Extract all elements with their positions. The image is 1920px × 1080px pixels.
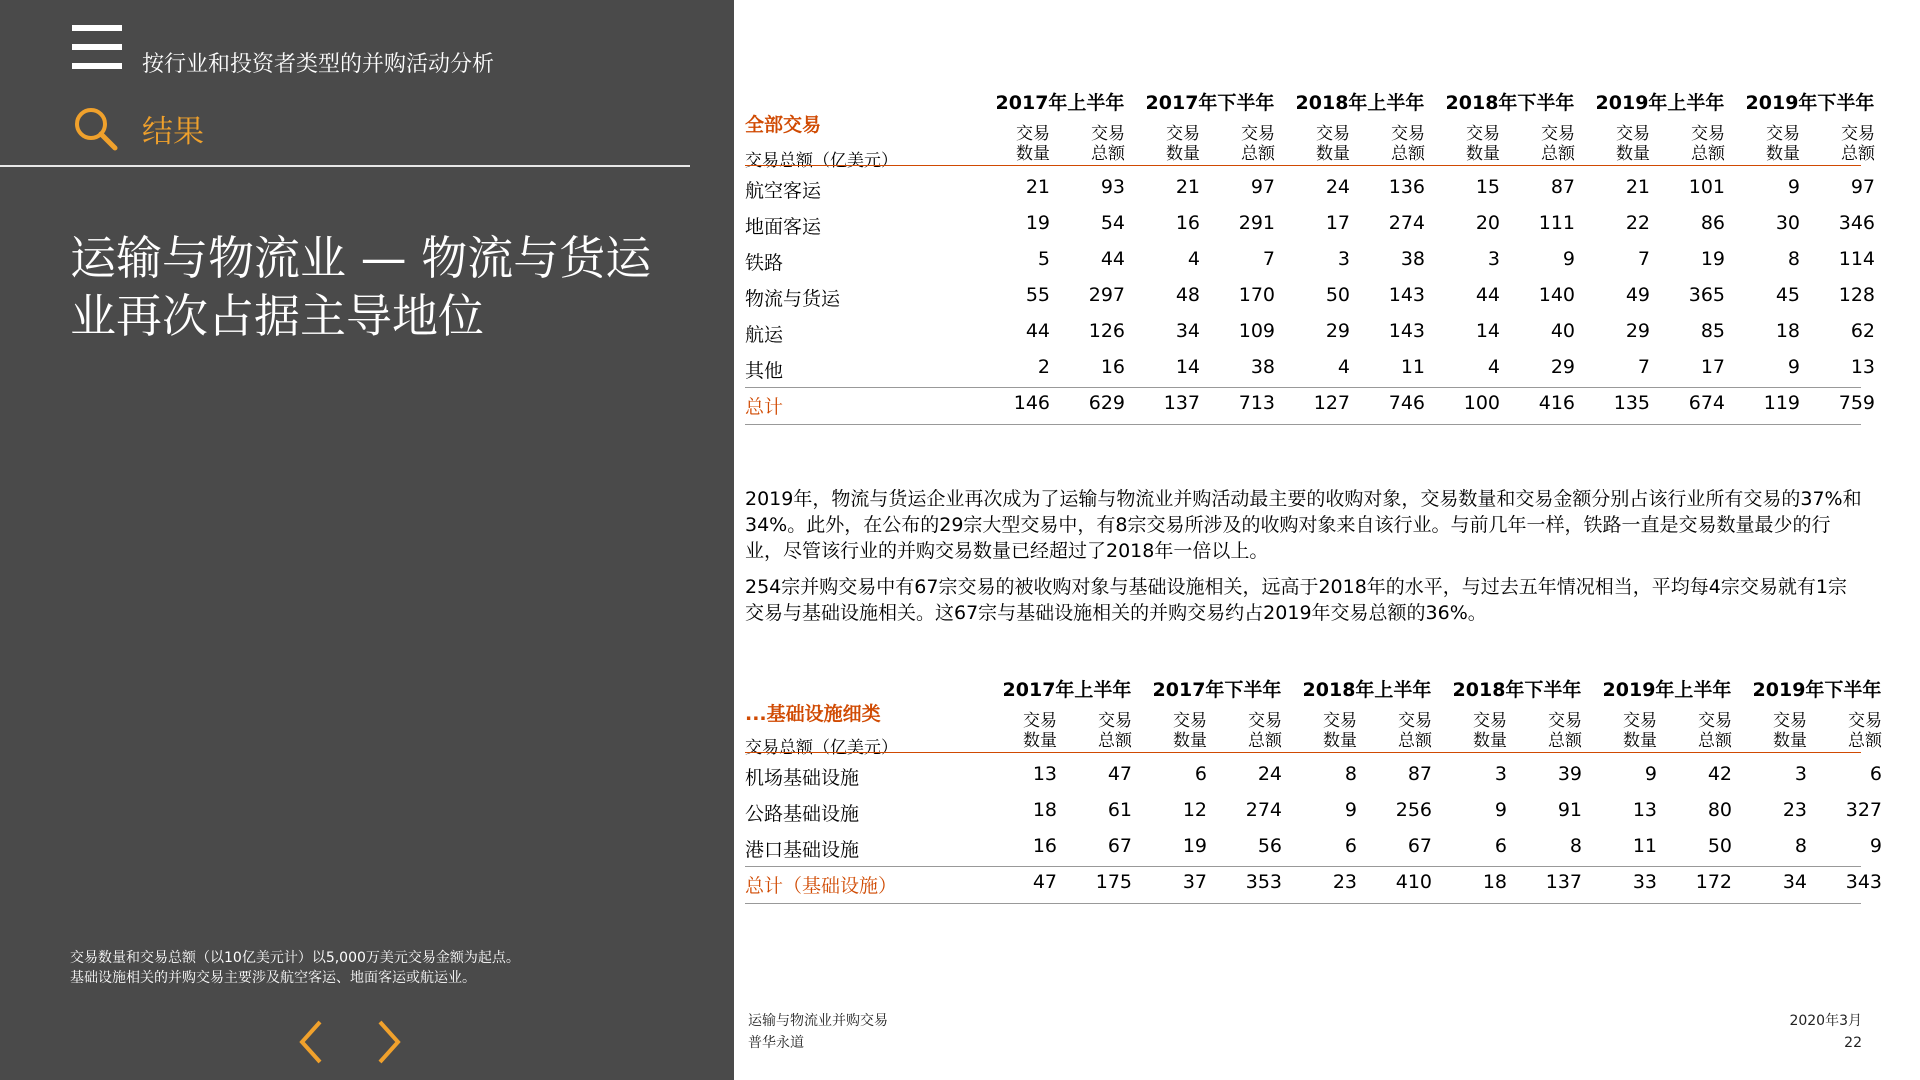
sub-header-line: 总额 — [1691, 144, 1725, 164]
period-header: 2017年上半年 — [1002, 679, 1132, 701]
deal-value-cell: 11 — [1400, 356, 1425, 378]
deal-count-header — [997, 711, 1057, 751]
deal-value-cell: 19 — [1700, 248, 1725, 270]
previous-page-icon[interactable] — [296, 1018, 326, 1066]
deal-count-cell: 8 — [1344, 763, 1357, 785]
deal-count-header — [1597, 711, 1657, 751]
deal-count-cell: 34 — [1175, 320, 1200, 342]
row-label: 公路基础设施 — [745, 803, 860, 825]
sub-header-line: 数量 — [1023, 731, 1057, 751]
period-header: 2019年上半年 — [1602, 679, 1732, 701]
table-row — [745, 763, 1882, 797]
row-label: 航空客运 — [745, 180, 822, 202]
report-name: 运输与物流业并购交易 — [748, 1013, 888, 1029]
page-title-line: 业再次占据主导地位 — [70, 289, 484, 343]
total-count-cell: 34 — [1782, 871, 1807, 893]
row-label: 港口基础设施 — [745, 839, 860, 861]
menu-icon[interactable] — [72, 25, 122, 69]
deal-value-cell: 62 — [1850, 320, 1875, 342]
deal-count-cell: 44 — [1025, 320, 1050, 342]
deal-count-cell: 14 — [1475, 320, 1500, 342]
deal-value-header — [1365, 124, 1425, 164]
table-row — [745, 176, 1875, 210]
deal-count-cell: 7 — [1637, 248, 1650, 270]
period-header: 2019年下半年 — [1752, 679, 1882, 701]
deal-value-cell: 17 — [1700, 356, 1725, 378]
deal-value-cell: 44 — [1100, 248, 1125, 270]
sub-header-line: 交易 — [1698, 711, 1732, 731]
sub-header-line: 数量 — [1766, 144, 1800, 164]
period-header: 2018年下半年 — [1445, 92, 1575, 114]
table-row — [745, 835, 1882, 869]
deal-value-cell: 297 — [1088, 284, 1125, 306]
deal-value-cell: 67 — [1107, 835, 1132, 857]
paragraph: 2019年，物流与货运企业再次成为了运输与物流业并购活动最主要的收购对象，交易数量和交易金额分别占该行业所有交易的37%和34%。此外，在公布的29宗大型交易中，有8宗交易所涉及的收购对象来自该行业。与前几年一样，铁路一直是交易数量最少的行业，尽管该行业的并购交易数量已经超过了2018年一倍以上。 — [745, 488, 1862, 562]
total-count-cell: 127 — [1313, 392, 1350, 414]
deal-value-cell: 40 — [1550, 320, 1575, 342]
period-header: 2018年上半年 — [1295, 92, 1425, 114]
table-row — [745, 212, 1875, 246]
sub-header-line: 数量 — [1616, 144, 1650, 164]
total-value-cell: 416 — [1538, 392, 1575, 414]
deal-count-cell: 9 — [1344, 799, 1357, 821]
deal-count-cell: 13 — [1632, 799, 1657, 821]
deal-value-cell: 16 — [1100, 356, 1125, 378]
sub-header-line: 交易 — [1241, 124, 1275, 144]
sub-header-line: 总额 — [1541, 144, 1575, 164]
deal-value-cell: 47 — [1107, 763, 1132, 785]
table-row — [745, 320, 1875, 354]
deal-count-cell: 6 — [1194, 763, 1207, 785]
result-label: 结果 — [142, 114, 204, 150]
deal-value-header — [1672, 711, 1732, 751]
period-header: 2017年下半年 — [1145, 92, 1275, 114]
table-unit-label: 交易总额（亿美元） — [745, 151, 898, 171]
sub-header-line: 总额 — [1698, 731, 1732, 751]
deal-value-cell: 140 — [1538, 284, 1575, 306]
deal-count-cell: 19 — [1025, 212, 1050, 234]
deal-value-cell: 50 — [1707, 835, 1732, 857]
row-label: 铁路 — [745, 252, 784, 274]
page-title-line: 运输与物流业 — 物流与货运 — [70, 231, 652, 285]
deal-value-header — [1065, 124, 1125, 164]
total-value-cell: 410 — [1395, 871, 1432, 893]
deal-value-cell: 39 — [1557, 763, 1582, 785]
total-label: 总计（基础设施） — [745, 875, 898, 897]
period-header: 2018年上半年 — [1302, 679, 1432, 701]
total-count-cell: 119 — [1763, 392, 1800, 414]
sub-header-line: 总额 — [1248, 731, 1282, 751]
deal-value-cell: 87 — [1407, 763, 1432, 785]
deal-count-cell: 3 — [1494, 763, 1507, 785]
body-text — [745, 486, 1865, 636]
sub-header-line: 交易 — [1466, 124, 1500, 144]
sub-header-line: 交易 — [1848, 711, 1882, 731]
footnotes — [70, 948, 520, 988]
footnote-line: 基础设施相关的并购交易主要涉及航空客运、地面客运或航运业。 — [70, 970, 476, 986]
deal-count-cell: 6 — [1494, 835, 1507, 857]
deal-count-cell: 14 — [1175, 356, 1200, 378]
deal-value-cell: 38 — [1250, 356, 1275, 378]
deal-value-cell: 38 — [1400, 248, 1425, 270]
table-title: 全部交易 — [745, 114, 822, 136]
deal-count-cell: 24 — [1325, 176, 1350, 198]
footer-right — [1789, 1010, 1862, 1054]
deal-value-cell: 291 — [1238, 212, 1275, 234]
deal-value-cell: 346 — [1838, 212, 1875, 234]
deal-value-cell: 67 — [1407, 835, 1432, 857]
sub-header-line: 交易 — [1091, 124, 1125, 144]
report-date: 2020年3月 — [1789, 1013, 1862, 1029]
sub-header-line: 交易 — [1173, 711, 1207, 731]
sub-header-line: 数量 — [1316, 144, 1350, 164]
deal-value-cell: 56 — [1257, 835, 1282, 857]
total-label: 总计 — [745, 396, 784, 418]
total-value-cell: 759 — [1838, 392, 1875, 414]
deal-count-cell: 48 — [1175, 284, 1200, 306]
deal-value-cell: 170 — [1238, 284, 1275, 306]
deal-count-cell: 15 — [1475, 176, 1500, 198]
deal-count-cell: 9 — [1787, 176, 1800, 198]
deal-count-header — [1447, 711, 1507, 751]
deal-value-cell: 54 — [1100, 212, 1125, 234]
sub-header-line: 数量 — [1773, 731, 1807, 751]
next-page-icon[interactable] — [374, 1018, 404, 1066]
infrastructure-table — [745, 675, 1882, 905]
deal-value-header — [1222, 711, 1282, 751]
sub-header-line: 交易 — [1016, 124, 1050, 144]
footer-left — [748, 1010, 888, 1054]
deal-count-cell: 13 — [1032, 763, 1057, 785]
row-label: 地面客运 — [745, 216, 822, 238]
divider — [0, 165, 690, 167]
sub-header-line: 交易 — [1323, 711, 1357, 731]
sub-header-line: 总额 — [1391, 144, 1425, 164]
page-title — [70, 229, 710, 345]
deal-count-cell: 30 — [1775, 212, 1800, 234]
sub-header-line: 交易 — [1398, 711, 1432, 731]
period-header: 2018年下半年 — [1452, 679, 1582, 701]
total-value-cell: 137 — [1545, 871, 1582, 893]
deal-count-cell: 18 — [1775, 320, 1800, 342]
deal-value-cell: 274 — [1388, 212, 1425, 234]
footnote-line: 交易数量和交易总额（以10亿美元计）以5,000万美元交易金额为起点。 — [70, 950, 520, 966]
sub-header-line: 交易 — [1616, 124, 1650, 144]
sub-header-line: 数量 — [1016, 144, 1050, 164]
deal-count-cell: 20 — [1475, 212, 1500, 234]
deal-value-cell: 13 — [1850, 356, 1875, 378]
sub-header-line: 数量 — [1173, 731, 1207, 751]
deal-count-cell: 7 — [1637, 356, 1650, 378]
sub-header-line: 总额 — [1848, 731, 1882, 751]
table-unit-label: 交易总额（亿美元） — [745, 738, 898, 758]
table-row — [745, 799, 1882, 833]
deals-table — [745, 88, 1875, 418]
deal-value-header — [1515, 124, 1575, 164]
deal-value-cell: 97 — [1850, 176, 1875, 198]
total-count-cell: 23 — [1332, 871, 1357, 893]
table-row — [745, 284, 1875, 318]
sub-header-line: 数量 — [1323, 731, 1357, 751]
section-title: 按行业和投资者类型的并购活动分析 — [142, 52, 495, 77]
sub-header-line: 交易 — [1473, 711, 1507, 731]
sub-header-line: 交易 — [1623, 711, 1657, 731]
sub-header-line: 交易 — [1098, 711, 1132, 731]
deal-count-cell: 45 — [1775, 284, 1800, 306]
sub-header-line: 数量 — [1166, 144, 1200, 164]
total-value-cell: 172 — [1695, 871, 1732, 893]
deal-count-cell: 3 — [1487, 248, 1500, 270]
deal-value-cell: 9 — [1869, 835, 1882, 857]
deal-value-header — [1522, 711, 1582, 751]
deal-value-cell: 7 — [1262, 248, 1275, 270]
deal-count-cell: 44 — [1475, 284, 1500, 306]
deal-count-cell: 12 — [1182, 799, 1207, 821]
total-count-cell: 47 — [1032, 871, 1057, 893]
deal-count-cell: 9 — [1787, 356, 1800, 378]
deal-count-cell: 9 — [1494, 799, 1507, 821]
row-label: 其他 — [745, 360, 784, 382]
bottom-divider — [745, 424, 1861, 425]
sub-header-line: 数量 — [1466, 144, 1500, 164]
sub-header-line: 数量 — [1623, 731, 1657, 751]
sub-header-line: 总额 — [1548, 731, 1582, 751]
sub-header-line: 总额 — [1841, 144, 1875, 164]
deal-count-header — [1590, 124, 1650, 164]
left-panel — [0, 0, 734, 1080]
deal-value-cell: 126 — [1088, 320, 1125, 342]
deal-value-cell: 8 — [1569, 835, 1582, 857]
deal-value-cell: 114 — [1838, 248, 1875, 270]
deal-value-cell: 24 — [1257, 763, 1282, 785]
deal-value-header — [1815, 124, 1875, 164]
search-icon[interactable] — [72, 105, 118, 151]
total-row — [745, 871, 1882, 905]
deal-value-cell: 61 — [1107, 799, 1132, 821]
header-divider — [745, 165, 1861, 166]
period-header: 2017年上半年 — [995, 92, 1125, 114]
period-header: 2019年上半年 — [1595, 92, 1725, 114]
period-header: 2017年下半年 — [1152, 679, 1282, 701]
deal-value-cell: 136 — [1388, 176, 1425, 198]
sub-header-line: 交易 — [1766, 124, 1800, 144]
deal-value-cell: 86 — [1700, 212, 1725, 234]
sub-header-line: 交易 — [1773, 711, 1807, 731]
deal-count-cell: 18 — [1032, 799, 1057, 821]
deal-value-cell: 111 — [1538, 212, 1575, 234]
deal-count-header — [1740, 124, 1800, 164]
deal-value-header — [1665, 124, 1725, 164]
total-value-cell: 713 — [1238, 392, 1275, 414]
deal-count-header — [1140, 124, 1200, 164]
total-count-cell: 135 — [1613, 392, 1650, 414]
total-value-cell: 674 — [1688, 392, 1725, 414]
deal-value-cell: 6 — [1869, 763, 1882, 785]
deal-value-cell: 42 — [1707, 763, 1732, 785]
page-number: 22 — [1844, 1035, 1862, 1051]
deal-count-cell: 5 — [1037, 248, 1050, 270]
deal-count-cell: 21 — [1025, 176, 1050, 198]
total-count-cell: 37 — [1182, 871, 1207, 893]
sub-header-line: 总额 — [1091, 144, 1125, 164]
sub-header-line: 总额 — [1098, 731, 1132, 751]
deal-count-cell: 8 — [1794, 835, 1807, 857]
deal-count-cell: 4 — [1487, 356, 1500, 378]
deal-count-cell: 16 — [1032, 835, 1057, 857]
sub-header-line: 总额 — [1398, 731, 1432, 751]
deal-count-cell: 9 — [1644, 763, 1657, 785]
deal-count-cell: 29 — [1325, 320, 1350, 342]
total-divider — [745, 387, 1861, 388]
period-header: 2019年下半年 — [1745, 92, 1875, 114]
deal-value-cell: 256 — [1395, 799, 1432, 821]
deal-count-cell: 50 — [1325, 284, 1350, 306]
deal-value-cell: 9 — [1562, 248, 1575, 270]
deal-count-header — [1290, 124, 1350, 164]
header-divider — [745, 752, 1861, 753]
deal-count-cell: 17 — [1325, 212, 1350, 234]
total-divider — [745, 866, 1861, 867]
total-count-cell: 137 — [1163, 392, 1200, 414]
deal-value-cell: 29 — [1550, 356, 1575, 378]
deal-count-cell: 11 — [1632, 835, 1657, 857]
sub-header-line: 交易 — [1391, 124, 1425, 144]
deal-value-cell: 87 — [1550, 176, 1575, 198]
sub-header-line: 交易 — [1691, 124, 1725, 144]
deal-value-header — [1822, 711, 1882, 751]
sub-header-line: 交易 — [1548, 711, 1582, 731]
deal-count-cell: 21 — [1625, 176, 1650, 198]
deal-count-cell: 23 — [1782, 799, 1807, 821]
total-count-cell: 146 — [1013, 392, 1050, 414]
deal-count-cell: 19 — [1182, 835, 1207, 857]
deal-count-cell: 2 — [1037, 356, 1050, 378]
deal-count-header — [1747, 711, 1807, 751]
deal-value-cell: 143 — [1388, 284, 1425, 306]
deal-count-cell: 16 — [1175, 212, 1200, 234]
company-name: 普华永道 — [748, 1035, 804, 1051]
sub-header-line: 交易 — [1316, 124, 1350, 144]
total-value-cell: 343 — [1845, 871, 1882, 893]
deal-count-cell: 21 — [1175, 176, 1200, 198]
bottom-divider — [745, 903, 1861, 904]
total-count-cell: 33 — [1632, 871, 1657, 893]
row-label: 物流与货运 — [745, 288, 841, 310]
deal-count-cell: 22 — [1625, 212, 1650, 234]
deal-count-cell: 4 — [1187, 248, 1200, 270]
deal-count-cell: 3 — [1337, 248, 1350, 270]
deal-count-cell: 49 — [1625, 284, 1650, 306]
sub-header-line: 交易 — [1841, 124, 1875, 144]
deal-count-cell: 29 — [1625, 320, 1650, 342]
deal-count-cell: 8 — [1787, 248, 1800, 270]
total-value-cell: 175 — [1095, 871, 1132, 893]
deal-value-cell: 365 — [1688, 284, 1725, 306]
total-row — [745, 392, 1875, 426]
deal-value-cell: 101 — [1688, 176, 1725, 198]
deal-value-header — [1372, 711, 1432, 751]
deal-count-header — [1147, 711, 1207, 751]
row-label: 机场基础设施 — [745, 767, 860, 789]
table-row — [745, 248, 1875, 282]
deal-value-cell: 143 — [1388, 320, 1425, 342]
period-header-row — [745, 675, 1882, 705]
table-title: ...基础设施细类 — [745, 703, 881, 725]
total-count-cell: 100 — [1463, 392, 1500, 414]
deal-value-cell: 128 — [1838, 284, 1875, 306]
sub-header-line: 交易 — [1541, 124, 1575, 144]
total-count-cell: 18 — [1482, 871, 1507, 893]
sub-header-line: 交易 — [1248, 711, 1282, 731]
row-label: 航运 — [745, 324, 784, 346]
total-value-cell: 353 — [1245, 871, 1282, 893]
total-value-cell: 746 — [1388, 392, 1425, 414]
table-row — [745, 356, 1875, 390]
sub-header-line: 总额 — [1241, 144, 1275, 164]
deal-count-header — [1440, 124, 1500, 164]
deal-value-cell: 91 — [1557, 799, 1582, 821]
deal-value-header — [1072, 711, 1132, 751]
deal-value-cell: 93 — [1100, 176, 1125, 198]
period-header-row — [745, 88, 1875, 118]
total-value-cell: 629 — [1088, 392, 1125, 414]
deal-value-cell: 327 — [1845, 799, 1882, 821]
sub-header-line: 数量 — [1473, 731, 1507, 751]
deal-count-cell: 4 — [1337, 356, 1350, 378]
deal-value-cell: 80 — [1707, 799, 1732, 821]
deal-count-header — [990, 124, 1050, 164]
deal-count-header — [1297, 711, 1357, 751]
deal-value-cell: 97 — [1250, 176, 1275, 198]
sub-header-line: 交易 — [1023, 711, 1057, 731]
deal-value-cell: 274 — [1245, 799, 1282, 821]
deal-value-cell: 85 — [1700, 320, 1725, 342]
paragraph: 254宗并购交易中有67宗交易的被收购对象与基础设施相关，远高于2018年的水平，与过去五年情况相当，平均每4宗交易就有1宗交易与基础设施相关。这67宗与基础设施相关的并购交易约占2019年交易总额的36%。 — [745, 576, 1847, 624]
sub-header-line: 交易 — [1166, 124, 1200, 144]
deal-value-cell: 109 — [1238, 320, 1275, 342]
deal-count-cell: 3 — [1794, 763, 1807, 785]
deal-count-cell: 6 — [1344, 835, 1357, 857]
deal-value-header — [1215, 124, 1275, 164]
deal-count-cell: 55 — [1025, 284, 1050, 306]
